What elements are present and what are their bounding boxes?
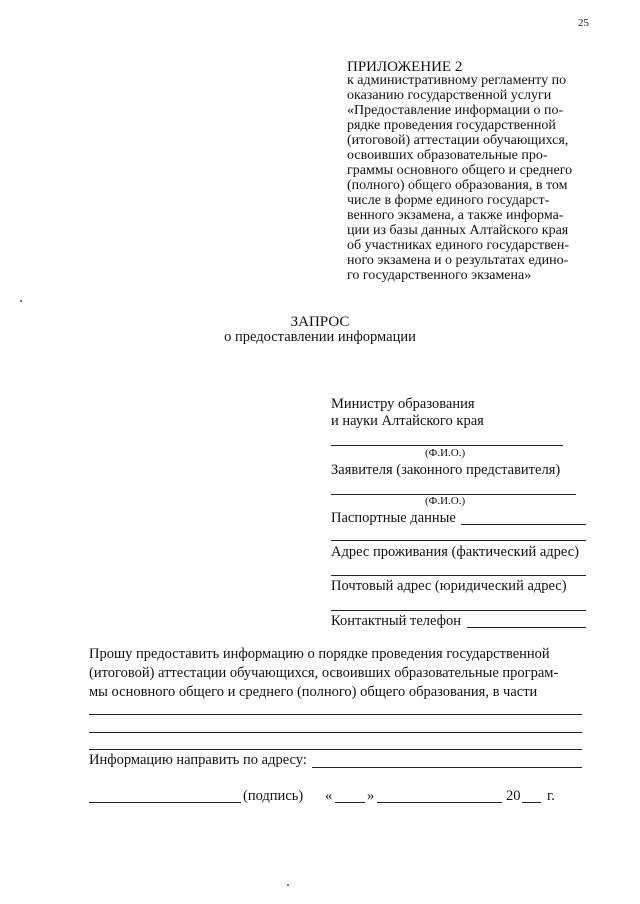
- appendix-line: граммы основного общего и среднего: [347, 163, 573, 178]
- request-subtitle: о предоставлении информации: [224, 329, 416, 345]
- addressee-line-1: Министру образования: [331, 396, 475, 412]
- appendix-line: (итоговой) аттестации обучающихся,: [347, 133, 569, 148]
- appendix-line: оказанию государственной услуги: [347, 88, 552, 103]
- phone-label: Контактный телефон: [331, 613, 462, 629]
- signature-field[interactable]: [89, 802, 241, 803]
- day-field[interactable]: [335, 802, 365, 803]
- details-field-line-2[interactable]: [89, 732, 582, 733]
- appendix-line: освоивших образовательные про-: [347, 148, 548, 163]
- paragraph-line: мы основного общего и среднего (полного) общего образования, в части: [89, 684, 538, 700]
- applicant-label: Заявителя (законного представителя): [331, 462, 561, 478]
- page-number: 25: [578, 17, 589, 29]
- scan-speck: [287, 884, 289, 886]
- fio-label: (Ф.И.О.): [425, 495, 466, 507]
- paragraph-line: (итоговой) аттестации обучающихся, освоивших образовательные програм-: [89, 665, 559, 681]
- addressee-line-2: и науки Алтайского края: [331, 413, 484, 429]
- quote-open: «: [325, 788, 333, 804]
- passport-label: Паспортные данные: [331, 510, 456, 526]
- year-suffix: г.: [547, 788, 555, 804]
- quote-close: »: [367, 788, 375, 804]
- passport-field-line-2[interactable]: [331, 540, 586, 541]
- appendix-line: (полного) общего образования, в том: [347, 178, 568, 193]
- year-field[interactable]: [522, 802, 541, 803]
- appendix-line: рядке проведения государственной: [347, 118, 556, 133]
- appendix-line: об участниках единого государствен-: [347, 238, 569, 253]
- paragraph-line: Прошу предоставить информацию о порядке проведения государственной: [89, 646, 550, 662]
- scan-speck: [20, 300, 22, 302]
- passport-field[interactable]: [461, 524, 586, 525]
- details-field-line-3[interactable]: [89, 749, 582, 750]
- appendix-line: «Предоставление информации о по-: [347, 103, 564, 118]
- request-paragraph: [89, 645, 587, 702]
- request-title: ЗАПРОС: [290, 314, 350, 330]
- phone-field[interactable]: [467, 627, 586, 628]
- residence-field[interactable]: [331, 575, 586, 576]
- postal-label: Почтовый адрес (юридический адрес): [331, 578, 567, 594]
- appendix-line: венного экзамена, а также информа-: [347, 208, 564, 223]
- fio-label: (Ф.И.О.): [425, 447, 466, 459]
- send-to-label: Информацию направить по адресу:: [89, 752, 307, 768]
- appendix-title: ПРИЛОЖЕНИЕ 2: [347, 59, 463, 75]
- appendix-text: [347, 73, 589, 283]
- details-field-line-1[interactable]: [89, 714, 582, 715]
- appendix-line: го государственного экзамена»: [347, 268, 532, 283]
- send-to-field[interactable]: [312, 767, 582, 768]
- postal-field[interactable]: [331, 610, 586, 611]
- appendix-line: числе в форме единого государст-: [347, 193, 550, 208]
- appendix-line: к административному регламенту по: [347, 73, 567, 88]
- year-prefix: 20: [506, 788, 521, 804]
- residence-label: Адрес проживания (фактический адрес): [331, 544, 579, 560]
- signature-label: (подпись): [243, 788, 304, 804]
- addressee-name-field[interactable]: [331, 445, 563, 446]
- appendix-line: ного экзамена и о результатах едино-: [347, 253, 569, 268]
- month-field[interactable]: [377, 802, 502, 803]
- appendix-line: ции из базы данных Алтайского края: [347, 223, 569, 238]
